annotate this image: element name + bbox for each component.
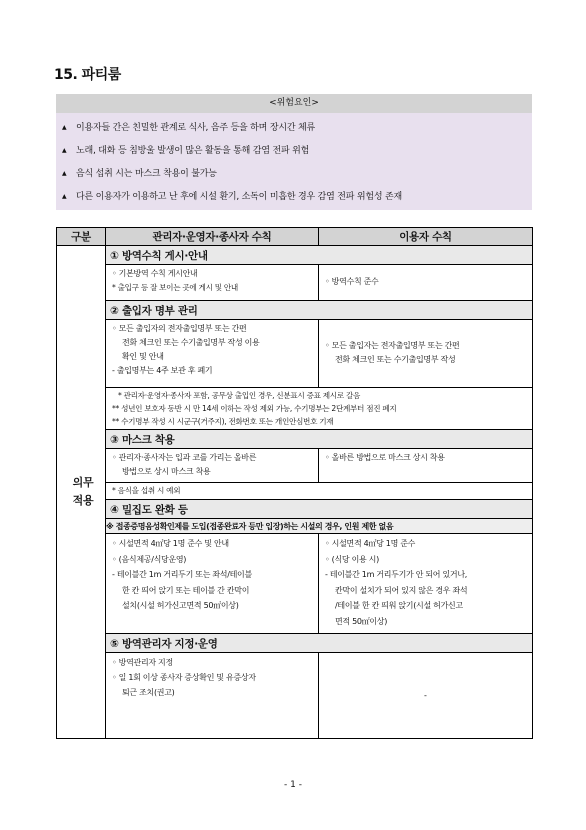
- risk-item-text: 노래, 대화 등 침방울 발생이 많은 활동을 통해 감염 전파 위험: [76, 146, 310, 156]
- rule-text: ◦ 시설면적 4㎡당 1명 준수 및 안내: [112, 539, 229, 548]
- rule-text: ◦ 방역관리자 지정: [112, 658, 173, 667]
- rule-text: - 테이블간 1m 거리두기가 안 되어 있거나,: [325, 570, 467, 579]
- rule-note: ** 수기명부 작성 시 시군구(거주지), 전화번호 또는 개인안심번호 기재: [112, 417, 334, 426]
- section-title: ③ 마스크 착용: [106, 430, 533, 449]
- page-title: 15. 파티룸: [54, 67, 121, 83]
- rule-text: ◦ 기본방역 수칙 게시안내: [112, 269, 198, 278]
- triangle-bullet-icon: ▲: [62, 147, 67, 154]
- rule-text: ◦ 올바른 방법으로 마스크 상시 착용: [325, 453, 445, 462]
- category-label: 적용: [72, 494, 94, 507]
- rule-text: 면적 50㎡이상): [335, 616, 388, 626]
- risk-item: [62, 166, 217, 179]
- risk-item-text: 이용자들 간은 친밀한 관계로 식사, 음주 등을 하며 장시간 체류: [76, 123, 315, 133]
- risk-item-text: 음식 섭취 시는 마스크 착용이 불가능: [76, 169, 217, 179]
- risk-item-text: 다른 이용자가 이용하고 난 후에 시설 환기, 소독이 미흡한 경우 감염 전파 위험성 존재: [76, 192, 403, 202]
- rule-note: ** 성년인 보호자 동반 시 만 14세 이하는 작성 제외 가능, 수기명부는 2단계부터 점진 폐지: [112, 404, 397, 413]
- section-title: ② 출입자 명부 관리: [106, 301, 533, 320]
- rules-table: [56, 227, 533, 739]
- table-row: [57, 388, 533, 430]
- rule-text: 설치(시설 허가신고면적 50㎡이상): [122, 601, 239, 610]
- table-row: [57, 653, 533, 739]
- rule-text: 칸막이 설치가 되어 있지 않은 경우 좌석: [335, 585, 468, 595]
- rule-text: ◦ 모든 출입자의 전자출입명부 또는 간편: [112, 324, 247, 333]
- section-row: [57, 246, 533, 265]
- rule-note: * 관리자·운영자·종사자 포함, 공무상 출입인 경우, 신분표시 증표 제시로 갈음: [118, 391, 361, 400]
- rule-text: -: [424, 691, 427, 700]
- rule-text: ◦ 일 1회 이상 종사자 증상확인 및 유증상자: [112, 673, 256, 682]
- rule-text: ◦ 시설면적 4㎡당 1명 준수: [325, 539, 416, 548]
- risk-item: [62, 120, 315, 133]
- rule-text: ◦ (음식제공/식당운영): [112, 554, 187, 564]
- triangle-bullet-icon: ▲: [62, 193, 67, 200]
- rule-text: 전화 체크인 또는 수기출입명부 작성: [335, 355, 456, 364]
- rule-note: * 음식을 섭취 시 예외: [112, 486, 181, 495]
- section-title: ④ 밀집도 완화 등: [106, 500, 533, 519]
- rule-text: - 테이블간 1m 거리두기 또는 좌석/테이블: [112, 570, 252, 579]
- rule-text: ◦ 관리자·종사자는 입과 코를 가리는 올바른: [112, 453, 257, 462]
- risk-item: [62, 189, 402, 202]
- section-title: ① 방역수칙 게시·안내: [106, 246, 533, 265]
- table-row: [57, 449, 533, 483]
- section-row: [57, 301, 533, 320]
- category-cell: [57, 246, 106, 739]
- table-row: [57, 483, 533, 500]
- rule-text: ◦ (식당 이용 시): [325, 554, 379, 564]
- table-header-row: [57, 228, 533, 246]
- header-user-rules: 이용자 수칙: [319, 228, 533, 246]
- rule-text: ◦ 방역수칙 준수: [325, 277, 379, 286]
- rule-text: /테이블 한 칸 띄워 앉기(시설 허가신고: [335, 601, 463, 610]
- section-title: ⑤ 방역관리자 지정·운영: [106, 634, 533, 653]
- page-number: - 1 -: [284, 780, 302, 790]
- risk-factors-header: <위험요인>: [56, 94, 532, 113]
- section-row: [57, 500, 533, 519]
- header-manager-rules: 관리자·운영자·종사자 수칙: [106, 228, 319, 246]
- rule-text: 확인 및 안내: [122, 352, 164, 361]
- triangle-bullet-icon: ▲: [62, 170, 67, 177]
- rule-note: * 출입구 등 잘 보이는 곳에 게시 및 안내: [112, 283, 238, 292]
- triangle-bullet-icon: ▲: [62, 124, 67, 131]
- table-row: [57, 519, 533, 534]
- table-row: [57, 265, 533, 301]
- risk-factors-box: [56, 94, 532, 210]
- section-row: [57, 430, 533, 449]
- rule-text: - 출입명부는 4주 보관 후 폐기: [112, 366, 213, 375]
- header-category: 구분: [57, 228, 106, 246]
- section-row: [57, 634, 533, 653]
- table-row: [57, 320, 533, 388]
- warning-note: ※ 접종증명음성확인제를 도입(접종완료자 등만 입장)하는 시설의 경우, 인원 제한 없음: [106, 519, 533, 534]
- category-label: 의무: [72, 476, 94, 489]
- rule-text: ◦ 모든 출입자는 전자출입명부 또는 간편: [325, 341, 460, 350]
- risk-item: [62, 143, 309, 156]
- table-row: [57, 534, 533, 634]
- rule-text: 방법으로 상시 마스크 착용: [122, 467, 211, 476]
- rule-text: 전화 체크인 또는 수기출입명부 작성 이용: [122, 338, 260, 347]
- rule-text: 한 칸 띄어 앉기 또는 테이블 간 칸막이: [122, 585, 250, 595]
- rule-text: 퇴근 조치(권고): [122, 688, 175, 697]
